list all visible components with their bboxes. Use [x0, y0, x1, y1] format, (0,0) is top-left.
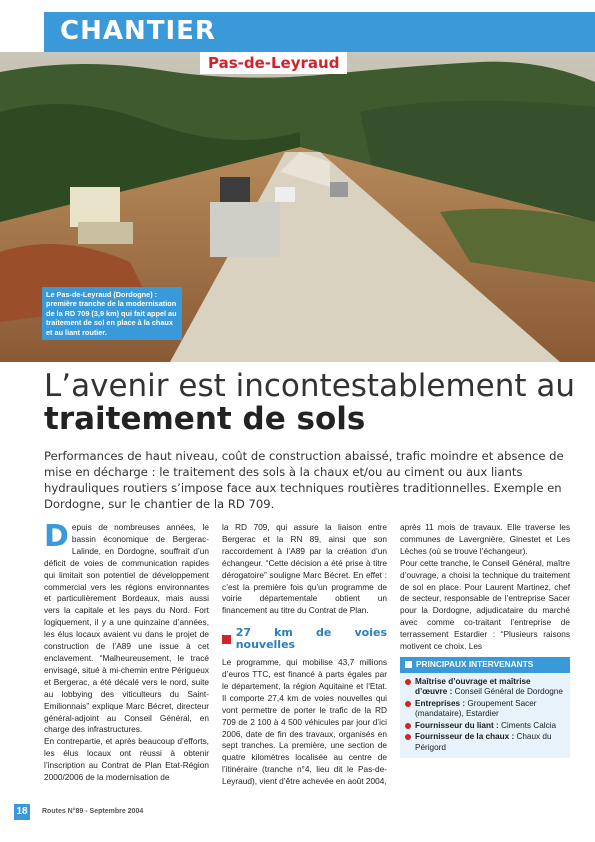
list-item-label: Entreprises : — [415, 698, 466, 708]
column-1 — [44, 519, 209, 784]
location-tag: Pas-de-Leyraud — [200, 52, 347, 74]
list-item-value: Ciments Calcia — [500, 720, 557, 730]
paragraph: En contrepartie, et après beaucoup d’efforts, les élus locaux ont réussi à obtenir l’inscription au Contrat de Plan Etat-Région 2000/2006 de la modernisation de — [44, 736, 209, 783]
square-icon — [405, 661, 412, 668]
column-3 — [400, 522, 570, 758]
stakeholders-list — [400, 673, 570, 759]
list-item-value: Conseil Général de Dordogne — [454, 687, 563, 697]
bullet-icon — [405, 701, 411, 707]
subheading-text: 27 km de voies nouvelles — [235, 626, 387, 652]
list-item-value: Chaux du Périgord — [415, 732, 552, 752]
publication-info: Routes N°89 - Septembre 2004 — [42, 808, 144, 815]
article-lede: Performances de haut niveau, coût de construction abaissé, trafic moindre et absence de mise en décharge : le traitement des sols à la chaux et/ou au ciment ou aux liants hydrauliques routiers s’impose face aux techniques routières traditionnelles. Exemple en Dordogne, sur le chantier de la RD 709. — [44, 449, 564, 511]
article-title — [44, 370, 584, 436]
paragraph-text: epuis de nombreuses années, le bassin économique de Bergerac-Lalinde, en Dordogne, souffrait d’un déficit de voies de communication rapides qui limitait son potentiel de développement commercial vers les régions environnantes et particulièrement Bordeaux, mais aussi vers la capitale et les pays du Nord. Fort logiquement, il y a une quinzaine d’années, les élus locaux avaient vu dans le projet de construction de l’A89 une issue à cet enclavement. “Malheureusement, le tracé envisagé, situé à mi-chemin entre Périgueux et Bergerac, a été décalé vers le nord, suite au lobbying des viticulteurs du Saint-Emilionnais” explique Marc Bécret, directeur général-adjoint au Conseil Général, en charge des infrastructures. — [44, 522, 209, 735]
subheading — [222, 627, 387, 651]
section-title: CHANTIER — [60, 16, 216, 46]
bullet-icon — [405, 734, 411, 740]
list-item-value: Groupement Sacer (mandataire), Estardier — [415, 698, 537, 719]
list-item-label: Maîtrise d’ouvrage et maîtrise d’œuvre : — [415, 676, 531, 697]
list-item — [405, 677, 565, 698]
page-number: 18 — [14, 804, 30, 820]
list-item — [405, 699, 565, 720]
list-item — [405, 732, 565, 753]
article-title-plain: L’avenir est incontestablement au — [44, 368, 576, 404]
column-2 — [222, 522, 387, 788]
bullet-icon — [405, 679, 411, 685]
stakeholders-box-title — [400, 657, 570, 673]
paragraph — [44, 519, 209, 736]
article-title-bold: traitement de sols — [44, 401, 366, 437]
list-item-label: Fournisseur de la chaux : — [415, 732, 515, 742]
paragraph: Pour cette tranche, le Conseil Général, maître d’ouvrage, a choisi la technique du traitement de sol en place. Pour Laurent Martinez, chef de secteur, responsable de l’entreprise Sacer pour la Dordogne, adjudicataire du marché avec comme co-traitant l’entreprise de terrassement Estardier : “Plusieurs raisons motivent ce choix. Les — [400, 557, 570, 652]
dropcap: D — [44, 519, 69, 554]
list-item-label: Fournisseur du liant : — [415, 720, 499, 730]
red-square-icon — [222, 635, 231, 644]
stakeholders-box — [400, 657, 570, 758]
stakeholders-box-title-text: PRINCIPAUX INTERVENANTS — [416, 658, 534, 669]
bullet-icon — [405, 723, 411, 729]
photo-caption: Le Pas-de-Leyraud (Dordogne) : première tranche de la modernisation de la RD 709 (3,9 km) qui fait appel au traitement de sol en place à la chaux et au liant routier. — [42, 287, 182, 340]
paragraph: après 11 mois de travaux. Elle traverse les communes de Lavergnière, Ginestet et Les Lèches (où se trouve l’échangeur). — [400, 522, 570, 556]
paragraph: la RD 709, qui assure la liaison entre Bergerac et la RN 89, ainsi que son raccordement à l’A89 par la création d’un échangeur. “Cette décision a été prise à titre dérogatoire” souligne Marc Bécret. En effet : c’est la première fois qu’un programme de voirie départementale obtient un financement au titre du Contrat de Plan. — [222, 522, 387, 616]
paragraph: Le programme, qui mobilise 43,7 millions d’euros TTC, est financé à parts égales par le département, la région Aquitaine et l’Etat. Il comporte 27,4 km de voies nouvelles qui vont permettre de porter le trafic de la RD 709 de 2 100 à 4 500 véhicules par jour d’ici 2006, date de fin des travaux, organisés en sept tranches. La première, une section de quatre kilomètres localisée au centre de l’itinéraire (tranche n°4, lieu dit le Pas-de-Leyraud), vient d’être achevée en août 2004, — [222, 657, 387, 787]
list-item — [405, 721, 565, 732]
